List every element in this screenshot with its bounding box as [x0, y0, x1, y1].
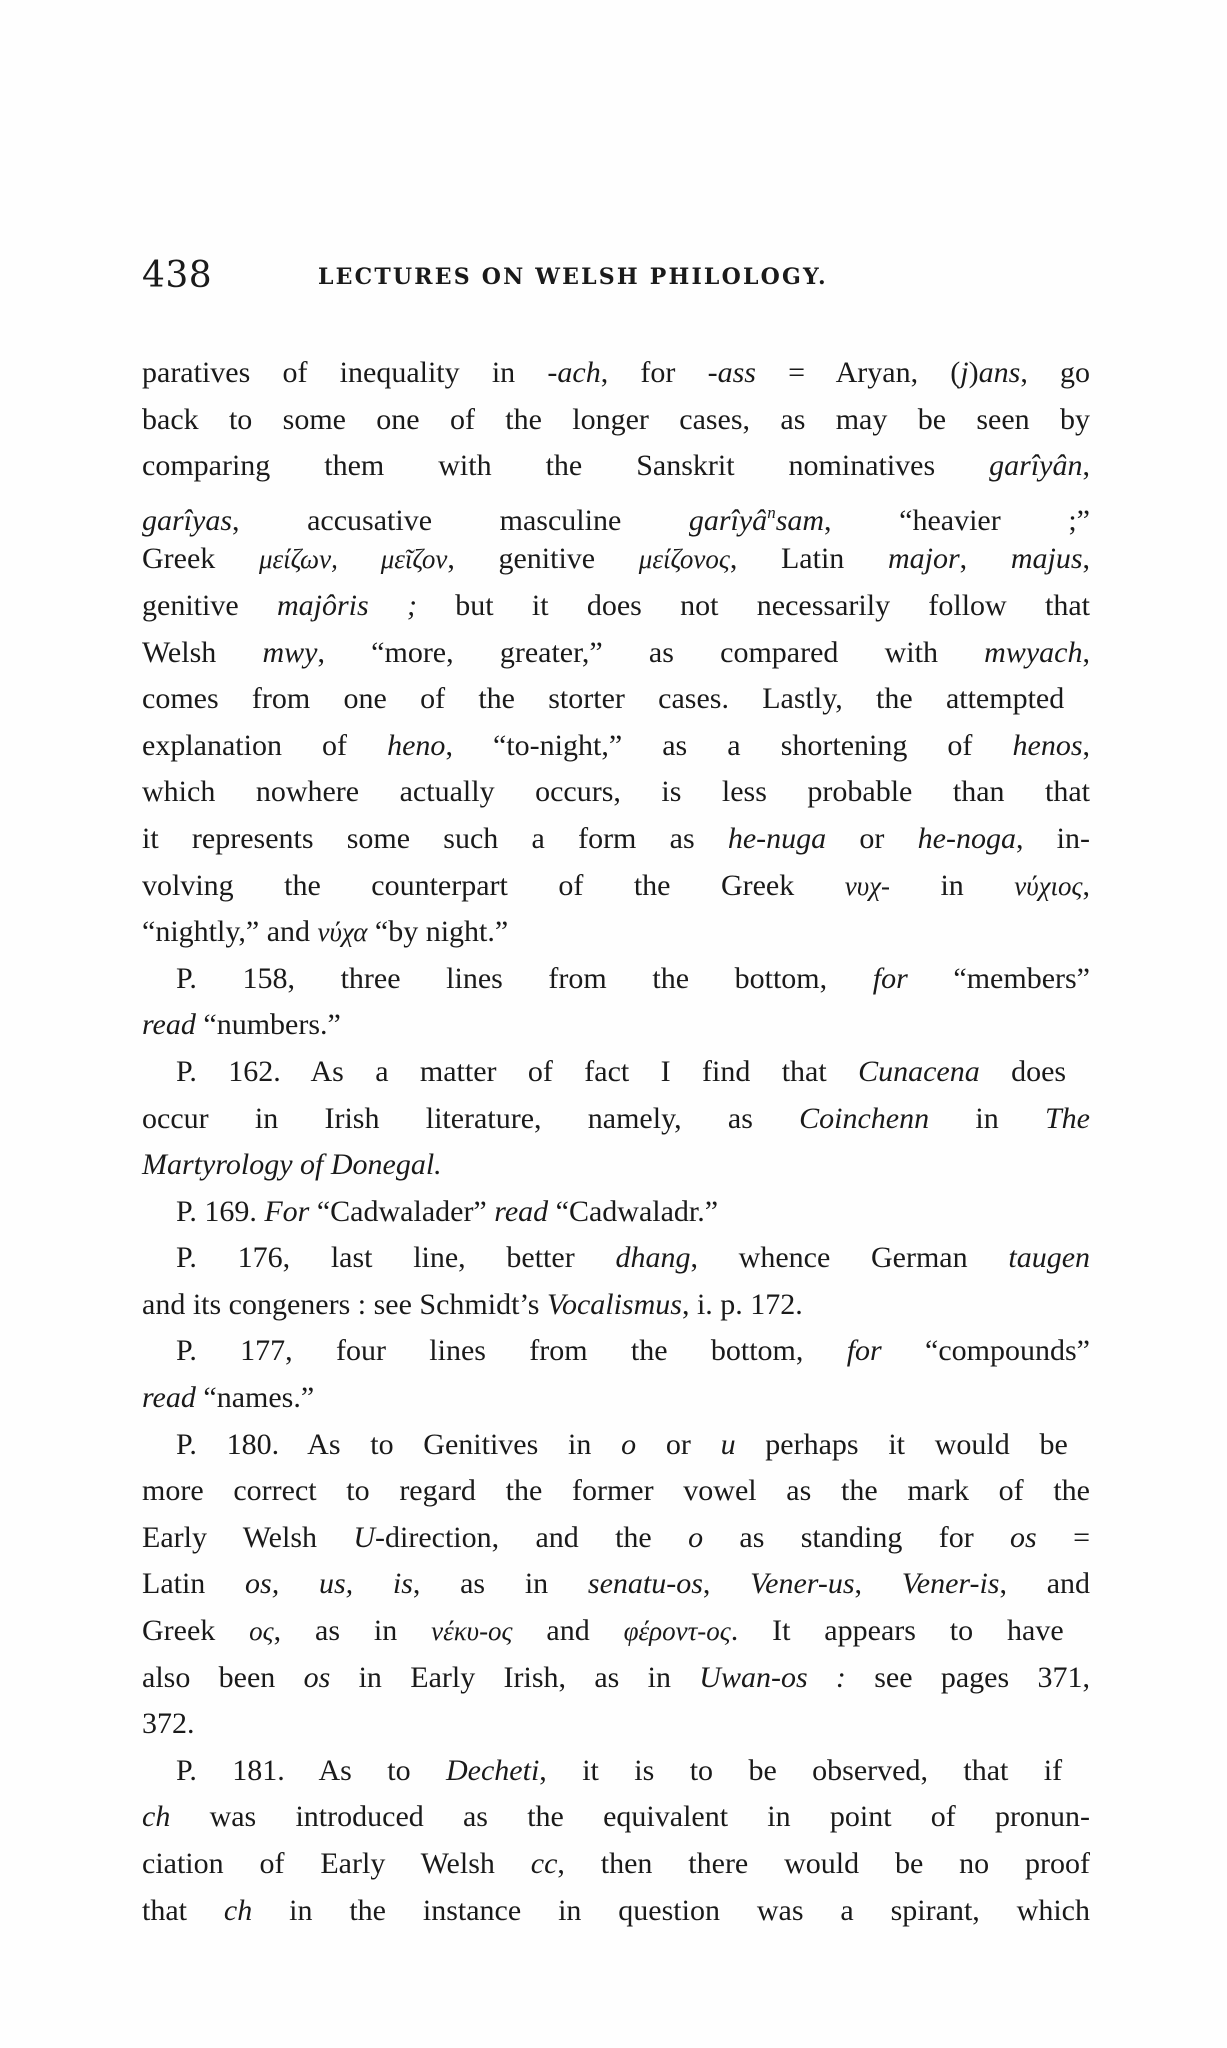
text-line-content: [142, 1561, 1090, 1608]
text-run: ciation of Early Welsh: [142, 1847, 531, 1880]
text-run: it represents some such a form as: [142, 821, 728, 855]
text-line: [142, 956, 1090, 1003]
italic-text: majus: [1010, 542, 1083, 576]
text-run: ,: [1082, 868, 1090, 902]
text-line-content: [142, 1282, 803, 1329]
text-line-content: [142, 909, 508, 956]
text-line: [142, 1515, 1090, 1562]
text-run: ,: [1082, 728, 1090, 762]
text-line: [142, 1328, 1090, 1375]
text-line: [142, 490, 1090, 537]
text-line-content: [142, 1701, 195, 1748]
text-run: “Cadwalader”: [309, 1194, 495, 1228]
text-run: “Cadwaladr.”: [548, 1194, 719, 1228]
italic-text: read: [142, 1381, 196, 1415]
text-line: [142, 1468, 1090, 1515]
text-line-content: [176, 1189, 718, 1236]
text-run: perhaps it would be: [735, 1427, 1068, 1461]
text-run: “nightly,” and: [142, 915, 318, 949]
text-line-content: [142, 536, 1090, 583]
text-run: P. 158, three lines from the bottom,: [176, 961, 873, 995]
italic-text: Coinchenn: [799, 1101, 930, 1135]
text-line-content: [142, 1096, 1090, 1143]
page-number: 438: [142, 255, 213, 296]
text-run: Greek: [142, 1614, 250, 1648]
text-line: [142, 1142, 1090, 1189]
text-run: or: [636, 1427, 721, 1461]
greek-word: νέκυ-ος: [431, 1616, 513, 1647]
text-run: , “heavier ;”: [824, 503, 1090, 537]
text-run: , and: [999, 1567, 1091, 1601]
text-run: and: [512, 1614, 624, 1648]
text-run: genitive: [142, 588, 277, 622]
text-run: , “to-night,” as a shortening of: [445, 728, 1013, 762]
text-run: in: [889, 868, 1015, 902]
italic-text: read: [142, 1008, 196, 1042]
text-line: [142, 1655, 1090, 1702]
italic-text: Cunacena: [858, 1054, 980, 1088]
italic-text: Vener-us: [750, 1567, 855, 1601]
text-line-content: [142, 1794, 1090, 1841]
text-run: as standing for: [703, 1520, 1011, 1554]
text-run: ,: [959, 542, 1011, 576]
text-line: [142, 1888, 1090, 1935]
text-run: that: [142, 1893, 224, 1927]
text-run: see pages 371,: [845, 1660, 1090, 1694]
italic-text: For: [264, 1194, 310, 1228]
text-line-content: [142, 1002, 341, 1049]
text-line-content: [142, 397, 1090, 444]
italic-text: u: [720, 1427, 736, 1461]
text-line-content: [142, 1888, 1090, 1935]
text-run: P. 176, last line, better: [176, 1241, 616, 1275]
italic-text: heno: [387, 728, 446, 762]
text-line: [142, 1375, 1090, 1422]
greek-word: νυχ-: [844, 870, 890, 901]
text-line: [142, 863, 1090, 910]
text-line-content: [176, 1422, 1068, 1469]
text-line-content: [142, 723, 1090, 770]
text-run: “members”: [907, 961, 1090, 995]
text-line-content: [142, 583, 1090, 630]
text-line: [142, 1002, 1090, 1049]
text-run: , “more, greater,” as compared with: [317, 635, 985, 669]
text-run: and its congeners : see Schmidt’s: [142, 1287, 547, 1321]
text-run: , for: [600, 356, 708, 389]
italic-text: major: [887, 542, 960, 576]
greek-word: φέροντ-ος: [623, 1616, 731, 1647]
text-line: [142, 397, 1090, 444]
text-run: , i. p. 172.: [681, 1287, 803, 1321]
text-line: [142, 1841, 1090, 1888]
text-line: [142, 583, 1090, 630]
text-run: P. 177, four lines from the bottom,: [176, 1334, 847, 1368]
text-line-content: [176, 956, 1090, 1003]
italic-text: os: [1010, 1520, 1037, 1554]
italic-text: for: [846, 1334, 882, 1368]
italic-text: garîyâ: [688, 503, 768, 537]
greek-word: μείζονος: [638, 544, 730, 575]
text-line-content: [176, 1049, 1066, 1096]
text-line: [142, 1096, 1090, 1143]
text-run: P. 169.: [176, 1194, 265, 1228]
text-line-content: [142, 1142, 442, 1189]
text-line: [142, 816, 1090, 863]
italic-text: garîyân: [989, 449, 1083, 483]
italic-text: Uwan-os :: [699, 1660, 846, 1694]
italic-text: Vener-is: [901, 1567, 1000, 1601]
text-run: , in-: [1015, 821, 1091, 855]
text-line: [142, 1049, 1090, 1096]
text-line-content: [142, 630, 1090, 677]
italic-text: mwy: [262, 635, 318, 669]
text-line: [142, 536, 1090, 583]
greek-word: νύχα: [317, 917, 368, 948]
text-run: 372.: [142, 1707, 195, 1741]
text-run: -direction, and the: [375, 1520, 689, 1554]
text-run: comparing them with the Sanskrit nominatives: [142, 449, 990, 483]
italic-text: read: [494, 1194, 549, 1228]
text-line: [142, 723, 1090, 770]
text-run: , it is to be observed, that if: [539, 1753, 1063, 1787]
text-run: “by night.”: [367, 915, 509, 949]
text-run: explanation of: [142, 728, 388, 762]
text-run: P. 180. As to Genitives in: [176, 1427, 622, 1461]
text-run: “compounds”: [881, 1334, 1090, 1368]
text-run: “names.”: [195, 1381, 315, 1415]
text-line-content: [142, 443, 1090, 490]
italic-text: dhang: [615, 1241, 691, 1275]
text-run: ,: [702, 1567, 751, 1601]
text-run: P. 181. As to: [176, 1753, 447, 1787]
italic-text: he-nuga: [727, 821, 827, 855]
italic-text: taugen: [1008, 1241, 1091, 1275]
running-head: [142, 256, 1090, 296]
text-line: [142, 676, 1090, 723]
italic-text: ch: [223, 1893, 253, 1927]
italic-text: j: [960, 356, 969, 389]
text-run: Latin: [142, 1567, 246, 1601]
italic-text: U: [353, 1520, 375, 1554]
text-run: volving the counterpart of the Greek: [142, 868, 845, 902]
text-run: which nowhere actually occurs, is less probable than that: [142, 775, 1090, 809]
text-run: in: [929, 1101, 1045, 1135]
text-line-content: [142, 1375, 314, 1422]
text-run: , as in: [273, 1614, 432, 1648]
text-line: [142, 1561, 1090, 1608]
text-run: P. 162. As a matter of fact I find that: [176, 1054, 859, 1088]
italic-text: for: [872, 961, 908, 995]
text-run: in the instance in question was a spirant, which: [252, 1893, 1090, 1927]
text-run: Early Welsh: [142, 1520, 354, 1554]
text-run: ,: [854, 1567, 902, 1601]
text-line: [142, 1189, 1090, 1236]
text-run: ): [968, 356, 979, 389]
text-run: was introduced as the equivalent in point of pronun-: [170, 1800, 1090, 1834]
italic-text: cc: [530, 1847, 558, 1880]
text-run: “numbers.”: [195, 1008, 341, 1042]
text-line: [142, 350, 1090, 397]
text-run: does: [979, 1054, 1067, 1088]
text-line: [142, 1235, 1090, 1282]
text-run: Welsh: [142, 635, 263, 669]
text-run: , go: [1020, 356, 1091, 389]
text-run: = Aryan, (: [755, 356, 961, 389]
text-line-content: [142, 676, 1064, 723]
text-line-content: [142, 816, 1090, 863]
text-run: more correct to regard the former vowel as the mark of the: [142, 1474, 1090, 1508]
text-line-content: [176, 1235, 1090, 1282]
text-run: ,: [1082, 542, 1090, 576]
text-run: . It appears to have: [730, 1614, 1064, 1648]
greek-word: ος: [249, 1616, 274, 1647]
italic-text: sam: [775, 503, 825, 537]
text-run: , accusative masculine: [232, 503, 689, 537]
italic-text: ch: [142, 1800, 171, 1834]
text-line: [142, 1422, 1090, 1469]
italic-text: he-noga: [917, 821, 1016, 855]
text-run: =: [1036, 1520, 1090, 1554]
italic-text: ans: [978, 356, 1021, 389]
text-run: occur in Irish literature, namely, as: [142, 1101, 800, 1135]
superscript: n: [767, 502, 776, 522]
text-run: , then there would be no proof: [557, 1847, 1091, 1880]
greek-word: νύχιος: [1014, 870, 1083, 901]
text-line: [142, 909, 1090, 956]
text-run: but it does not necessarily follow that: [416, 588, 1090, 622]
text-run: comes from one of the storter cases. Lastly, the attempted: [142, 682, 1065, 716]
text-line-content: [142, 1468, 1090, 1515]
text-run: , as in: [412, 1567, 588, 1601]
text-line-content: [142, 1608, 1064, 1655]
text-line-content: [142, 1515, 1090, 1562]
italic-text: The: [1045, 1101, 1090, 1135]
italic-text: garîyas: [142, 503, 232, 537]
text-line-content: [142, 350, 1090, 397]
italic-text: os, us, is: [245, 1567, 413, 1601]
italic-text: mwyach: [984, 635, 1083, 669]
text-line: [142, 1701, 1090, 1748]
italic-text: -ach: [547, 356, 601, 389]
text-run: ,: [1082, 449, 1090, 483]
italic-text: o: [621, 1427, 637, 1461]
text-line: [142, 769, 1090, 816]
text-line-content: [142, 1841, 1090, 1888]
text-line-content: [142, 863, 1090, 910]
running-title: LECTURES ON WELSH PHILOLOGY.: [318, 264, 828, 290]
text-run: , genitive: [447, 542, 639, 576]
text-line: [142, 1282, 1090, 1329]
italic-text: Martyrology of Donegal.: [142, 1148, 442, 1182]
text-run: , whence German: [690, 1241, 1009, 1275]
text-run: or: [826, 821, 918, 855]
greek-word: μείζων, μεῖζον: [258, 544, 448, 575]
text-run: in Early Irish, as in: [330, 1660, 700, 1694]
italic-text: Vocalismus: [546, 1287, 682, 1321]
text-run: paratives of inequality in: [142, 356, 548, 389]
text-line: [142, 1748, 1090, 1795]
text-run: ,: [1082, 635, 1090, 669]
italic-text: Decheti: [446, 1753, 540, 1787]
italic-text: senatu-os: [587, 1567, 703, 1601]
text-line: [142, 443, 1090, 490]
text-run: , Latin: [729, 542, 888, 576]
body-text: [142, 350, 1090, 1934]
text-run: Greek: [142, 542, 259, 576]
italic-text: henos: [1012, 728, 1083, 762]
text-line: [142, 1608, 1090, 1655]
italic-text: -ass: [707, 356, 756, 389]
text-run: also been: [142, 1660, 304, 1694]
text-line: [142, 1794, 1090, 1841]
italic-text: os: [303, 1660, 331, 1694]
text-line-content: [142, 769, 1090, 816]
italic-text: o: [688, 1520, 704, 1554]
text-run: back to some one of the longer cases, as may be seen by: [142, 402, 1090, 436]
text-line-content: [176, 1748, 1062, 1795]
text-line-content: [176, 1328, 1090, 1375]
text-line: [142, 630, 1090, 677]
italic-text: majôris ;: [276, 588, 417, 622]
text-line-content: [142, 1655, 1090, 1702]
